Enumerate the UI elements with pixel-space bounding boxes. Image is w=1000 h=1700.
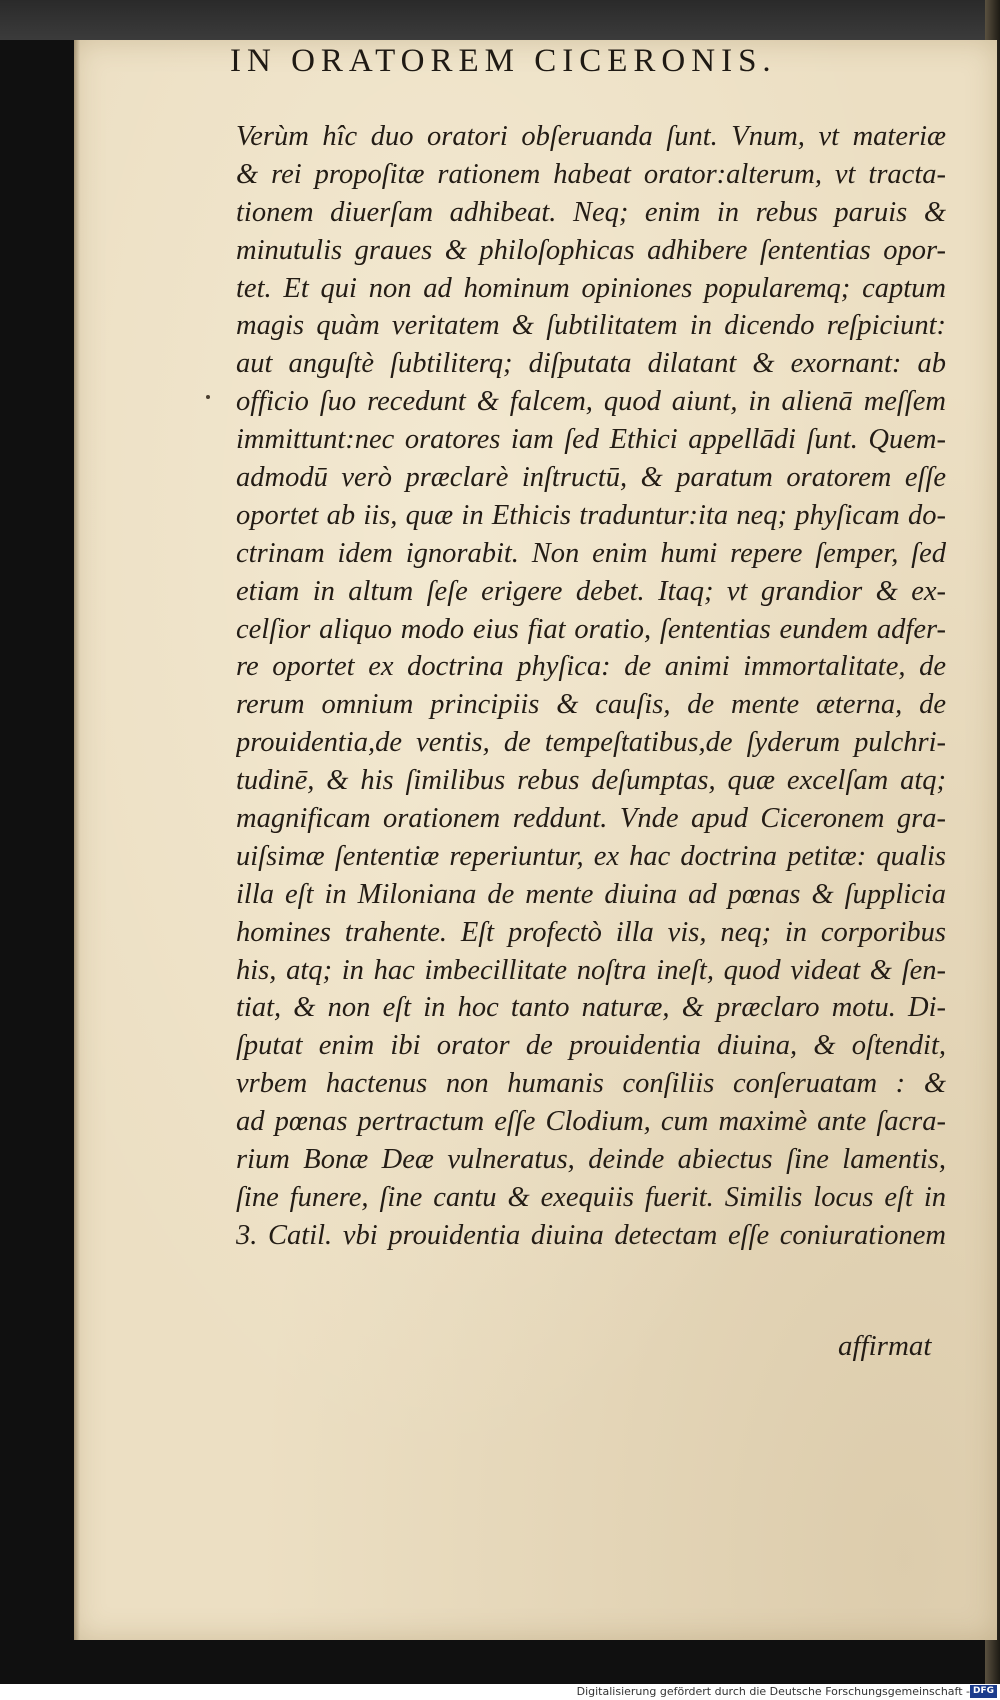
text-line: uiſsimæ ſententiæ reperiuntur, ex hac doctrina petitæ: qualis (236, 840, 946, 872)
text-line: celſior aliquo modo eius fiat oratio, ſententias eundem adfer- (236, 613, 946, 645)
text-line: ctrinam idem ignorabit. Non enim humi repere ſemper, ſed (236, 537, 946, 569)
text-line: ſputat enim ibi orator de prouidentia diuina, & oſtendit, (236, 1030, 946, 1062)
text-line: oportet ab iis, quæ in Ethicis traduntur:ita neq; phyſicam do- (236, 499, 946, 531)
body-text (236, 118, 946, 1255)
text-line: magis quàm veritatem & ſubtilitatem in dicendo reſpiciunt: (236, 310, 946, 342)
text-line: immittunt:nec oratores iam ſed Ethici appellādi ſunt. Quem- (236, 424, 946, 456)
text-line: 3. Catil. vbi prouidentia diuina detectam eſſe coniurationem (236, 1219, 946, 1251)
text-line: minutulis graues & philoſophicas adhibere ſententias opor- (236, 234, 946, 266)
text-line: tet. Et qui non ad hominum opiniones popularemq; captum (236, 272, 946, 304)
text-line: his, atq; in hac imbecillitate noſtra ineſt, quod videat & ſen- (236, 954, 946, 986)
text-line: rium Bonæ Deæ vulneratus, deinde abiectus ſine lamentis, (236, 1144, 946, 1176)
text-line: illa eſt in Miloniana de mente diuina ad pœnas & ſupplicia (236, 878, 946, 910)
running-head: IN ORATOREM CICERONIS. (230, 43, 777, 79)
text-line: prouidentia,de ventis, de tempeſtatibus,de ſyderum pulchri- (236, 727, 946, 759)
catchword: affirmat (838, 1330, 932, 1362)
text-line: tudinē, & his ſimilibus rebus deſumptas, quæ excelſam atq; (236, 765, 946, 797)
dfg-logo-icon: DFG (970, 1685, 997, 1698)
text-line: etiam in altum ſeſe erigere debet. Itaq; vt grandior & ex- (236, 575, 946, 607)
text-line: Verùm hîc duo oratori obſeruanda ſunt. Vnum, vt materiæ (236, 121, 946, 152)
text-line: vrbem hactenus non humanis conſiliis conſeruatam : & (236, 1068, 946, 1100)
text-line: ſine funere, ſine cantu & exequiis fuerit. Similis locus eſt in (236, 1181, 946, 1213)
text-line: tiat, & non eſt in hoc tanto naturæ, & præclaro motu. Di- (236, 992, 946, 1024)
text-line: & rei propoſitæ rationem habeat orator:alterum, vt tracta- (236, 158, 946, 190)
text-line: re oportet ex doctrina phyſica: de animi immortalitate, de (236, 651, 946, 683)
funding-credit: Digitalisierung gefördert durch die Deutsche Forschungsgemeinschaft - (576, 1685, 970, 1698)
text-line: homines trahente. Eſt profectò illa vis, neq; in corporibus (236, 916, 946, 948)
scan-top-border (0, 0, 1000, 40)
text-line: tionem diuerſam adhibeat. Neq; enim in rebus paruis & (236, 196, 946, 228)
margin-mark (206, 395, 210, 399)
text-line: magnificam orationem reddunt. Vnde apud Ciceronem gra- (236, 803, 946, 835)
text-line: aut anguſtè ſubtiliterq; diſputata dilatant & exornant: ab (236, 348, 946, 380)
text-line: rerum omnium principiis & cauſis, de mente æterna, de (236, 689, 946, 721)
text-line: admodū verò præclarè inſtructū, & paratum oratorem eſſe (236, 462, 946, 494)
text-line: officio ſuo recedunt & falcem, quod aiunt, in alienā meſſem (236, 386, 946, 418)
text-line: ad pœnas pertractum eſſe Clodium, cum maximè ante ſacra- (236, 1106, 946, 1138)
